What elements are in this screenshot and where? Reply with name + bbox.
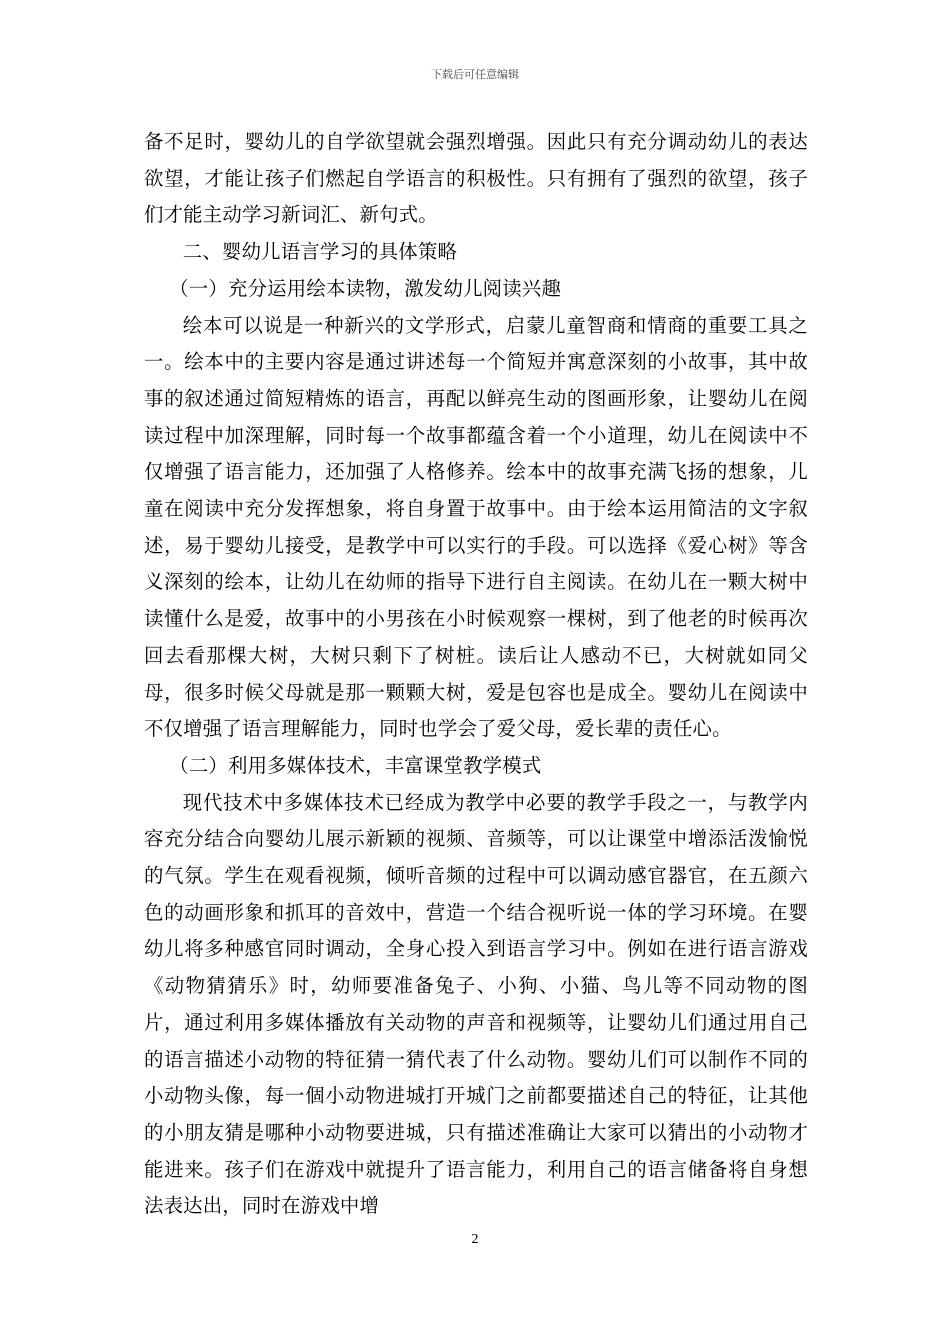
paragraph-continuation: 备不足时，婴幼儿的自学欲望就会强烈增强。因此只有充分调动幼儿的表达欲望，才能让孩子们燃起自学语言的积极性。只有拥有了强烈的欲望，孩子们才能主动学习新词汇、新句式。 [144, 130, 808, 227]
page-header: 下载后可任意编辑 [431, 68, 519, 81]
section-heading: 二、婴幼儿语言学习的具体策略 [182, 240, 458, 264]
paragraph: 绘本可以说是一种新兴的文学形式，启蒙儿童智商和情商的重要工具之一。绘本中的主要内容是通过讲述每一个简短并寓意深刻的小故事，其中故事的叙述通过简短精炼的语言，再配以鲜亮生动的图画形象，让婴幼儿在阅读过程中加深理解，同时每一个故事都蕴含着一个小道理，幼儿在阅读中不仅增强了语言能力，还加强了人格修养。绘本中的故事充满飞扬的想象，儿童在阅读中充分发挥想象，将自身置于故事中。由于绘本运用简洁的文字叙述，易于婴幼儿接受，是教学中可以实行的手段。可以选择《爱心树》等含义深刻的绘本，让幼儿在幼师的指导下进行自主阅读。在幼儿在一颗大树中读懂什么是爱，故事中的小男孩在小时候观察一棵树，到了他老的时候再次回去看那棵大树，大树只剩下了树桩。读后让人感动不已，大树就如同父母，很多时候父母就是那一颗颗大树，爱是包容也是成全。婴幼儿在阅读中不仅增强了语言理解能力，同时也学会了爱父母，爱长辈的责任心。 [144, 313, 808, 741]
subsection-heading: （二）利用多媒体技术，丰富课堂教学模式 [169, 753, 542, 777]
paragraph: 现代技术中多媒体技术已经成为教学中必要的教学手段之一，与教学内容充分结合向婴幼儿展示新颖的视频、音频等，可以让课堂中增添活泼愉悦的气氛。学生在观看视频，倾听音频的过程中可以调动感官器官，在五颜六色的动画形象和抓耳的音效中，营造一个结合视听说一体的学习环境。在婴幼儿将多种感官同时调动，全身心投入到语言学习中。例如在进行语言游戏《动物猜猜乐》时，幼师要准备兔子、小狗、小猫、鸟儿等不同动物的图片，通过利用多媒体播放有关动物的声音和视频等，让婴幼儿们通过用自己的语言描述小动物的特征猜一猜代表了什么动物。婴幼儿们可以制作不同的小动物头像，每一個小动物进城打开城门之前都要描述自己的特征，让其他的小朋友猜是哪种小动物要进城，只有描述准确让大家可以猜出的小动物才能进来。孩子们在游戏中就提升了语言能力，利用自己的语言储备将自身想法表达出，同时在游戏中增 [144, 790, 808, 1218]
document-body [144, 124, 808, 1225]
page-number: 2 [471, 1232, 479, 1247]
subsection-heading: （一）充分运用绘本读物，激发幼儿阅读兴趣 [169, 276, 562, 300]
